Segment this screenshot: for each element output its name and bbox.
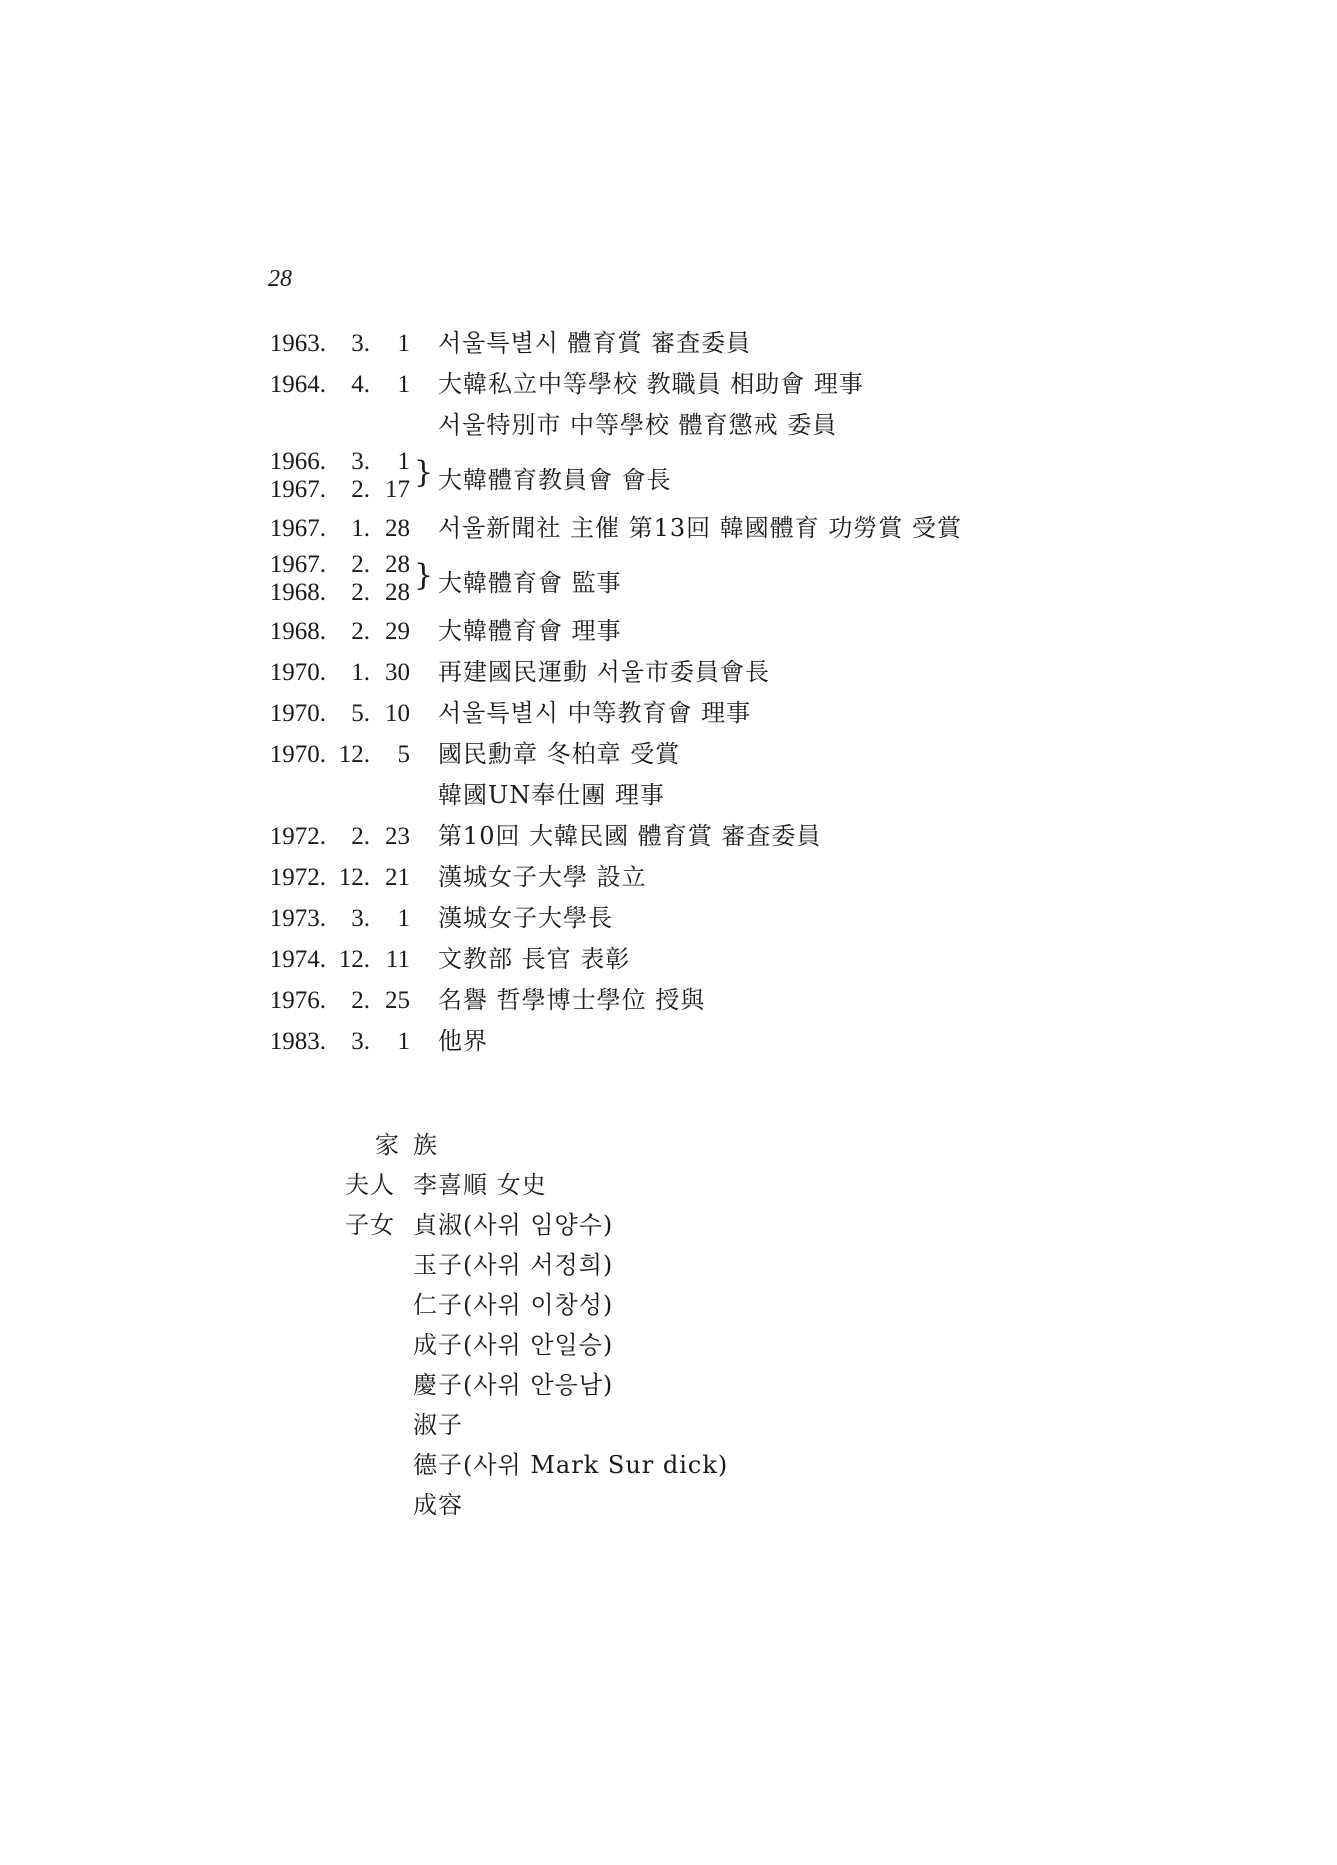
child-entry: 德子(사위 Mark Sur dick)	[413, 1451, 729, 1479]
range-brace: }	[414, 558, 434, 593]
entry-day: 28	[385, 551, 410, 578]
entry-month: 3.	[351, 330, 370, 357]
entry-day: 1	[397, 905, 410, 932]
entry-day: 17	[385, 476, 410, 503]
entry-year: 1976.	[269, 987, 326, 1014]
entry-year: 1964.	[269, 371, 326, 398]
entry-day: 11	[385, 946, 410, 973]
entry-day: 5	[397, 741, 410, 768]
child-entry: 慶子(사위 안응남)	[413, 1371, 614, 1399]
entry-month: 2.	[351, 476, 370, 503]
timeline-row	[266, 816, 1166, 857]
entry-year: 1974.	[269, 946, 326, 973]
entry-text: 서울特別市 中等學校 體育懲戒 委員	[438, 411, 838, 439]
entry-text: 韓國UN奉仕團 理事	[438, 781, 665, 809]
entry-day: 28	[385, 515, 410, 542]
entry-month: 1.	[351, 515, 370, 542]
entry-year: 1972.	[269, 864, 326, 891]
family-section	[345, 1125, 728, 1525]
timeline-row	[266, 652, 1166, 693]
timeline-row	[266, 693, 1166, 734]
timeline-row	[266, 508, 1166, 549]
entry-text: 漢城女子大學 設立	[438, 863, 647, 891]
entry-day: 1	[397, 1028, 410, 1055]
entry-text: 第10回 大韓民國 體育賞 審査委員	[438, 822, 822, 850]
entry-text: 大韓體育教員會 會長	[438, 466, 672, 494]
timeline-row	[266, 734, 1166, 775]
child-entry: 仁子(사위 이창성)	[413, 1291, 614, 1319]
timeline-row	[266, 364, 1166, 405]
timeline-row	[266, 980, 1166, 1021]
entry-day: 1	[397, 330, 410, 357]
timeline-row	[266, 1021, 1166, 1062]
entry-year: 1983.	[269, 1028, 326, 1055]
entry-year: 1963.	[269, 330, 326, 357]
entry-year: 1970.	[269, 741, 326, 768]
entry-year: 1966.	[269, 448, 326, 475]
entry-day: 1	[397, 448, 410, 475]
timeline-row-continuation	[266, 405, 1166, 446]
children-row	[345, 1205, 728, 1245]
entry-month: 2.	[351, 987, 370, 1014]
family-title: 家族	[375, 1131, 451, 1159]
timeline-row-continuation	[266, 775, 1166, 816]
entry-day: 23	[385, 823, 410, 850]
entry-year: 1970.	[269, 659, 326, 686]
entry-day: 10	[385, 700, 410, 727]
entry-month: 3.	[351, 448, 370, 475]
child-entry: 玉子(사위 서정희)	[413, 1251, 614, 1279]
entry-month: 4.	[351, 371, 370, 398]
entry-text: 서울新聞社 主催 第13回 韓國體育 功勞賞 受賞	[438, 514, 963, 542]
timeline-row	[266, 898, 1166, 939]
entry-text: 名譽 哲學博士學位 授與	[438, 986, 706, 1014]
entry-month: 12.	[338, 864, 370, 891]
timeline-range-row	[266, 549, 1166, 611]
entry-month: 2.	[351, 551, 370, 578]
entry-day: 25	[385, 987, 410, 1014]
child-entry: 成子(사위 안일승)	[413, 1331, 614, 1359]
entry-year: 1967.	[269, 476, 326, 503]
spouse-label: 夫人	[345, 1171, 395, 1199]
entry-month: 3.	[351, 905, 370, 932]
children-label: 子女	[345, 1211, 395, 1239]
entry-month: 2.	[351, 579, 370, 606]
spouse-row	[345, 1165, 728, 1205]
entry-month: 3.	[351, 1028, 370, 1055]
entry-day: 1	[397, 371, 410, 398]
timeline-row	[266, 323, 1166, 364]
spouse-name: 李喜順 女史	[413, 1171, 547, 1199]
range-end	[266, 476, 410, 504]
entry-text: 서울특별시 中等教育會 理事	[438, 699, 752, 727]
career-timeline	[266, 323, 1166, 1062]
entry-text: 文教部 長官 表彰	[438, 945, 631, 973]
entry-year: 1972.	[269, 823, 326, 850]
entry-year: 1973.	[269, 905, 326, 932]
range-start	[266, 448, 410, 476]
range-brace: }	[414, 455, 434, 490]
entry-day: 29	[385, 618, 410, 645]
timeline-range-row	[266, 446, 1166, 508]
entry-month: 5.	[351, 700, 370, 727]
entry-day: 30	[385, 659, 410, 686]
entry-day: 21	[385, 864, 410, 891]
entry-year: 1968.	[269, 579, 326, 606]
entry-text: 他界	[438, 1027, 488, 1055]
entry-month: 1.	[351, 659, 370, 686]
entry-text: 大韓體育會 理事	[438, 617, 622, 645]
range-end	[266, 579, 410, 607]
entry-day: 28	[385, 579, 410, 606]
entry-month: 12.	[338, 946, 370, 973]
entry-month: 12.	[338, 741, 370, 768]
entry-text: 漢城女子大學長	[438, 904, 613, 932]
entry-text: 大韓私立中等學校 教職員 相助會 理事	[438, 370, 864, 398]
child-entry: 成容	[413, 1491, 463, 1519]
entry-year: 1970.	[269, 700, 326, 727]
entry-text: 서울특별시 體育賞 審査委員	[438, 329, 752, 357]
child-entry: 淑子	[413, 1411, 463, 1439]
entry-year: 1967.	[269, 515, 326, 542]
entry-month: 2.	[351, 618, 370, 645]
entry-text: 國民勳章 冬柏章 受賞	[438, 740, 681, 768]
entry-text: 大韓體育會 監事	[438, 569, 622, 597]
timeline-row	[266, 857, 1166, 898]
entry-year: 1967.	[269, 551, 326, 578]
child-entry: 貞淑(사위 임양수)	[413, 1211, 614, 1239]
range-start	[266, 551, 410, 579]
entry-text: 再建國民運動 서울市委員會長	[438, 658, 770, 686]
entry-year: 1968.	[269, 618, 326, 645]
timeline-row	[266, 939, 1166, 980]
timeline-row	[266, 611, 1166, 652]
entry-month: 2.	[351, 823, 370, 850]
page-number: 28	[268, 266, 292, 292]
